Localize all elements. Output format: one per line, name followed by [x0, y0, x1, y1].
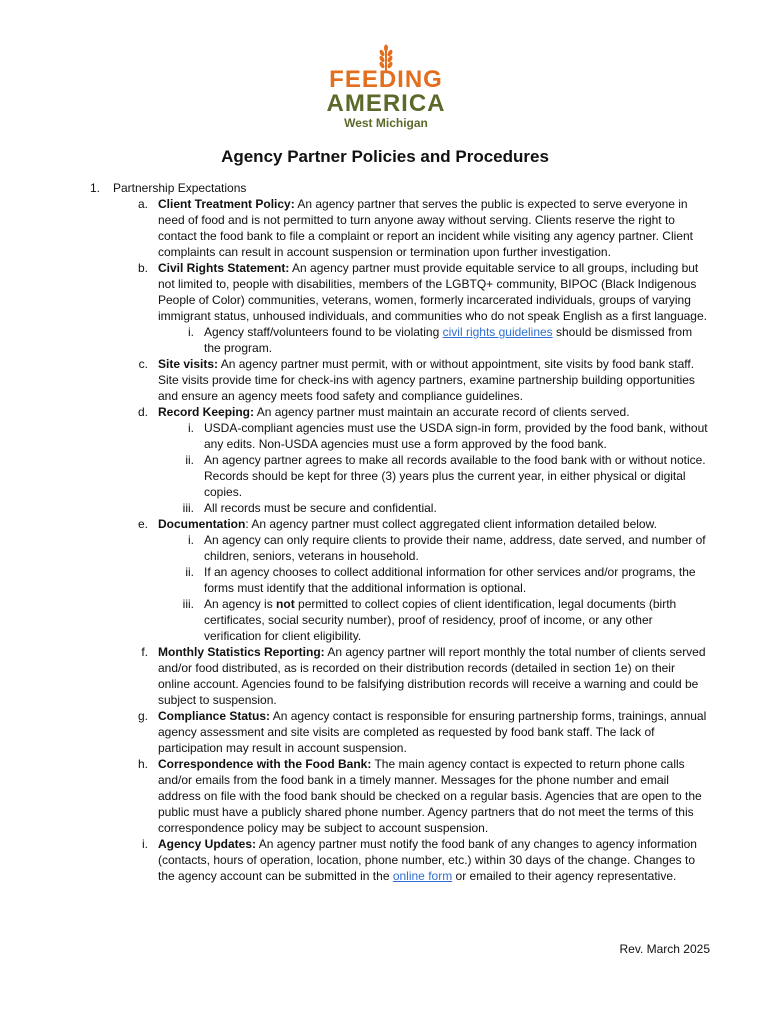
item-text: An agency partner must maintain an accurate record of clients served.	[254, 405, 630, 419]
item-text: or emailed to their agency representative.	[452, 869, 677, 883]
civil-rights-guidelines-link[interactable]: civil rights guidelines	[442, 325, 553, 339]
item-label: Documentation	[158, 517, 246, 531]
item-label: Client Treatment Policy:	[158, 197, 295, 211]
list-marker: f.	[141, 645, 148, 659]
item-text: USDA-compliant agencies must use the USDA sign-in form, provided by the food bank, without any edits. Non-USDA agencies must use a form approved by the food bank.	[204, 421, 708, 451]
item-label: Civil Rights Statement:	[158, 261, 290, 275]
item-label: Correspondence with the Food Bank:	[158, 757, 372, 771]
list-marker: 1.	[90, 181, 101, 195]
list-marker: i.	[188, 325, 194, 339]
item-correspondence	[0, 756, 770, 836]
page-title: Agency Partner Policies and Procedures	[221, 147, 549, 166]
item-text: All records must be secure and confidential.	[204, 501, 437, 515]
list-marker: i.	[142, 837, 148, 851]
item-text: An agency can only require clients to provide their name, address, date served, and number of children, seniors, veterans in household.	[204, 533, 706, 563]
list-marker: a.	[137, 197, 148, 211]
item-text: An agency contact is responsible for ensuring partnership forms, trainings, annual agency assessment and site visits are completed as requested by food bank staff. The lack of participation may result in account suspension.	[158, 709, 707, 755]
item-text: An agency partner that serves the public is expected to serve everyone in need of food and is not permitted to turn anyone away without serving. Clients reserve the right to contact the food bank to file a complaint or report an incident while visiting any agency partner. Client complaints can result in account suspension or termination upon further investigation.	[158, 197, 693, 259]
item-text: should be dismissed from the program.	[204, 325, 693, 355]
item-agency-updates	[0, 836, 770, 884]
item-text: The main agency contact is expected to return phone calls and/or emails from the food bank in a timely manner. Messages for the phone number and email address on file with the food bank should be checked on a regular basis. Agencies that are open to the public must have a publicly shared phone number. Agency partners that do not meet the terms of this correspondence policy may be subject to account suspension.	[158, 757, 702, 835]
subitem-record-keeping-iii	[0, 500, 770, 516]
item-label: Record Keeping:	[158, 405, 255, 419]
logo-america: AMERICA	[326, 90, 446, 117]
subitem-record-keeping-ii	[0, 452, 770, 500]
item-compliance-status	[0, 708, 770, 756]
subitem-civil-rights-i	[0, 324, 770, 356]
item-text: An agency partner must provide equitable service to all groups, including but not limited to, people with disabilities, members of the LGBTQ+ community, BIPOC (Black Indigenous People of Color) communities, veterans, women, formerly incarcerated individuals, groups of varying immigrant status, unhoused individuals, and communities who do not speak English as a first language.	[158, 261, 707, 323]
item-label: Site visits:	[158, 357, 219, 371]
subitem-documentation-iii	[0, 596, 770, 644]
item-text: An agency is	[204, 597, 277, 611]
list-marker: iii.	[182, 501, 194, 515]
list-marker: g.	[137, 709, 148, 723]
list-marker: c.	[138, 357, 148, 371]
list-marker: b.	[137, 261, 148, 275]
list-marker: i.	[188, 421, 194, 435]
section-partnership-expectations	[0, 180, 770, 196]
item-text: An agency partner will report monthly the total number of clients served and/or food distributed, as is recorded on their distribution records (detailed in section 1e) on their online account. Agencies found to be falsifying distribution records will receive a warning and could be subject to suspension.	[158, 645, 706, 707]
list-marker: h.	[137, 757, 148, 771]
item-label: Agency Updates:	[158, 837, 257, 851]
item-site-visits	[0, 356, 770, 404]
list-marker: iii.	[182, 597, 194, 611]
item-label: Compliance Status:	[158, 709, 271, 723]
item-text: If an agency chooses to collect additional information for other services and/or programs, the forms must identify that the additional information is optional.	[204, 565, 696, 595]
item-monthly-statistics	[0, 644, 770, 708]
subitem-record-keeping-i	[0, 420, 770, 452]
item-text: An agency partner must notify the food bank of any changes to agency information (contacts, hours of operation, location, phone number, etc.) within 30 days of the change. Changes to the agency account can be submitted in the	[158, 837, 697, 883]
subitem-documentation-i	[0, 532, 770, 564]
item-client-treatment	[0, 196, 770, 260]
item-civil-rights	[0, 260, 770, 324]
item-label: Monthly Statistics Reporting:	[158, 645, 325, 659]
section-heading: Partnership Expectations	[113, 181, 247, 195]
feeding-america-logo	[316, 42, 456, 130]
item-text: : An agency partner must collect aggregated client information detailed below.	[245, 517, 657, 531]
item-documentation	[0, 516, 770, 532]
logo-feeding: FEEDING	[329, 66, 443, 93]
policy-list	[0, 180, 770, 884]
list-marker: e.	[137, 517, 148, 531]
list-marker: i.	[188, 533, 194, 547]
list-marker: ii.	[185, 565, 194, 579]
item-text: Agency staff/volunteers found to be violating	[204, 325, 443, 339]
revision-date: Rev. March 2025	[619, 942, 710, 956]
emphasis-not: not	[276, 597, 295, 611]
item-text: An agency partner must permit, with or without appointment, site visits by food bank staff. Site visits provide time for check-ins with agency partners, examine partnership building opportunities and ensure an agency meets food safety and compliance guidelines.	[158, 357, 695, 403]
item-record-keeping	[0, 404, 770, 420]
online-form-link[interactable]: online form	[392, 869, 453, 883]
logo-west-michigan: West Michigan	[344, 116, 428, 130]
subitem-documentation-ii	[0, 564, 770, 596]
item-text: An agency partner agrees to make all records available to the food bank with or without notice. Records should be kept for three (3) years plus the current year, in either physical or digital copies.	[204, 453, 706, 499]
list-marker: ii.	[185, 453, 194, 467]
list-marker: d.	[137, 405, 148, 419]
item-text: permitted to collect copies of client identification, legal documents (birth certificates, social security number), proof of residency, proof of income, or any other verification for client eligibility.	[204, 597, 677, 643]
